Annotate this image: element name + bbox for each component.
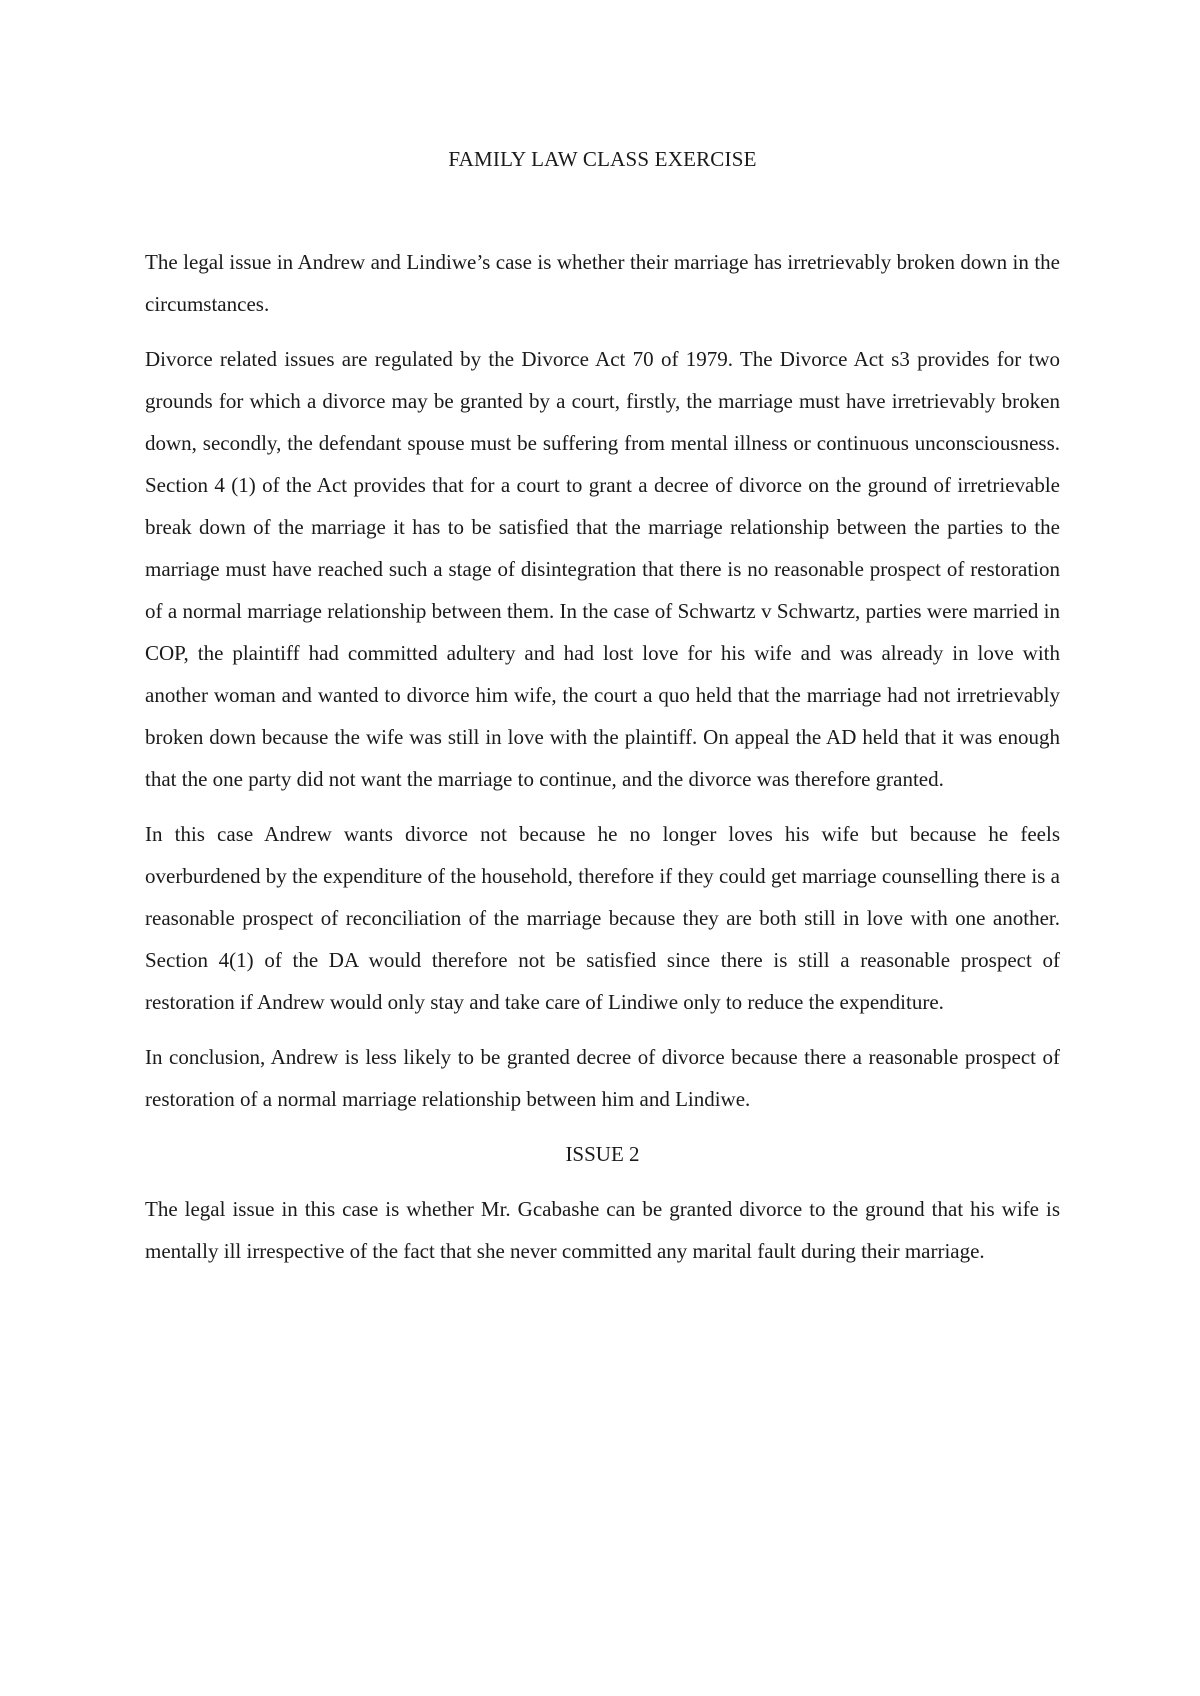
paragraph-divorce-act: Divorce related issues are regulated by the Divorce Act 70 of 1979. The Divorce Act s3 provides for two grounds for which a divorce may be granted by a court, firstly, the marriage must have irretrievably broken down, secondly, the defendant spouse must be suffering from mental illness or continuous unconsciousness. Section 4 (1) of the Act provides that for a court to grant a decree of divorce on the ground of irretrievable break down of the marriage it has to be satisfied that the marriage relationship between the parties to the marriage must have reached such a stage of disintegration that there is no reasonable prospect of restoration of a normal marriage relationship between them. In the case of Schwartz v Schwartz, parties were married in COP, the plaintiff had committed adultery and had lost love for his wife and was already in love with another woman and wanted to divorce him wife, the court a quo held that the marriage had not irretrievably broken down because the wife was still in love with the plaintiff. On appeal the AD held that it was enough that the one party did not want the marriage to continue, and the divorce was therefore granted. [145, 347, 1060, 791]
paragraph-conclusion: In conclusion, Andrew is less likely to be granted decree of divorce because there a reasonable prospect of restoration of a normal marriage relationship between him and Lindiwe. [145, 1045, 1060, 1111]
document-title: FAMILY LAW CLASS EXERCISE [448, 147, 757, 171]
paragraph-legal-issue: The legal issue in Andrew and Lindiwe’s case is whether their marriage has irretrievably broken down in the circumstances. [145, 250, 1060, 316]
issue-2-heading: ISSUE 2 [565, 1142, 640, 1166]
paragraph-application: In this case Andrew wants divorce not because he no longer loves his wife but because he feels overburdened by the expenditure of the household, therefore if they could get marriage counselling there is a reasonable prospect of reconciliation of the marriage because they are both still in love with one another. Section 4(1) of the DA would therefore not be satisfied since there is still a reasonable prospect of restoration if Andrew would only stay and take care of Lindiwe only to reduce the expenditure. [145, 822, 1060, 1014]
paragraph-issue-2: The legal issue in this case is whether Mr. Gcabashe can be granted divorce to the ground that his wife is mentally ill irrespective of the fact that she never committed any marital fault during their marriage. [145, 1197, 1060, 1263]
document-body [145, 144, 1060, 1285]
